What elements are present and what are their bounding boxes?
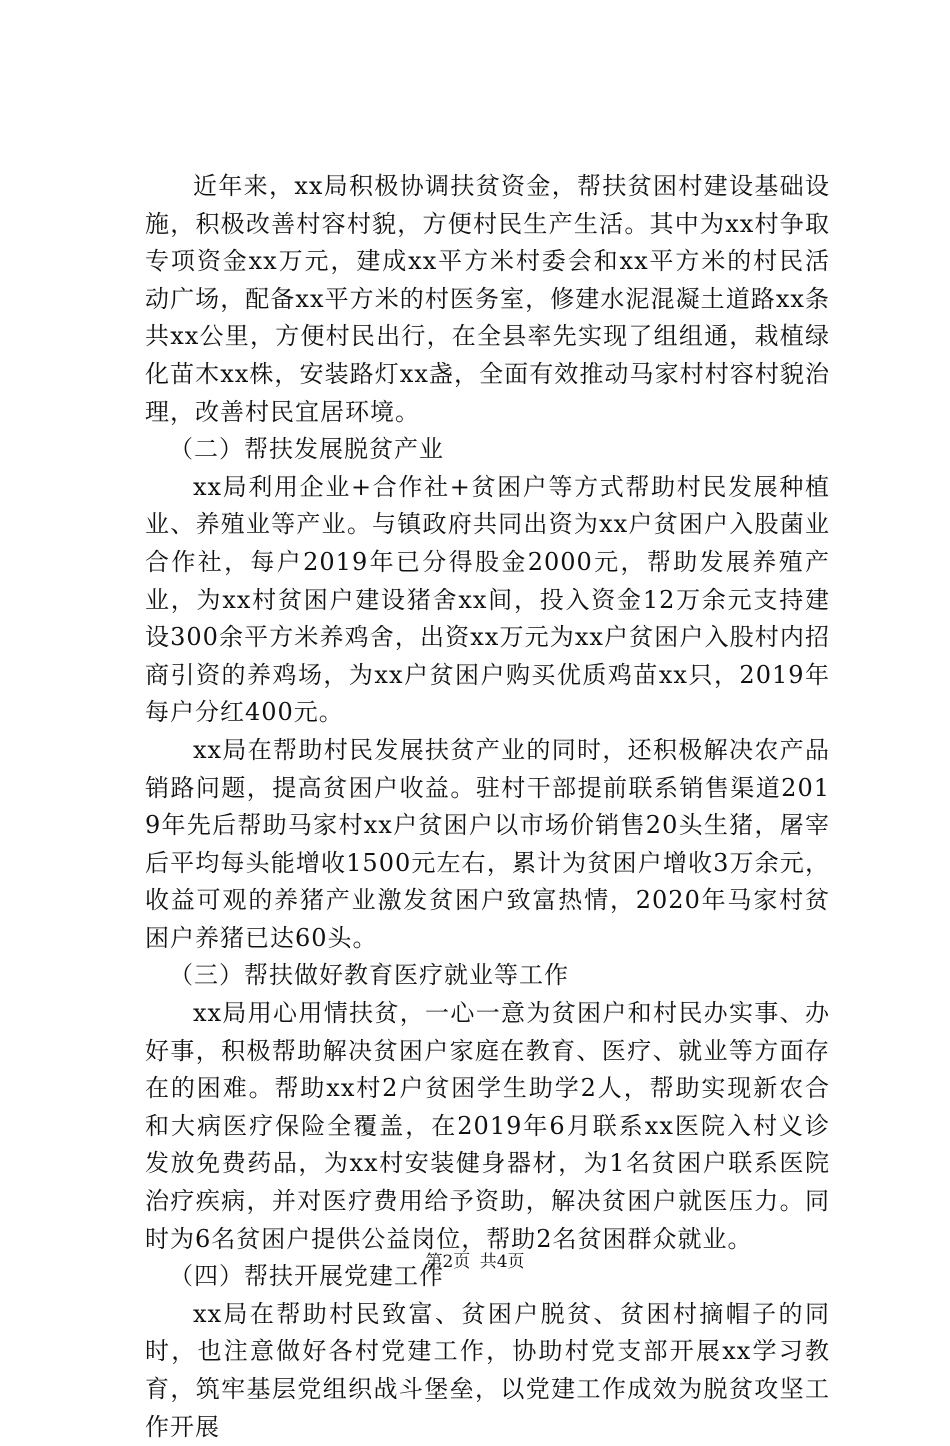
section-heading-industry: （二）帮扶发展脱贫产业 bbox=[169, 435, 444, 464]
page-total: 共4页 bbox=[479, 1252, 525, 1272]
paragraph-infrastructure: 近年来，xx局积极协调扶贫资金，帮扶贫困村建设基础设施，积极改善村容村貌，方便村民生产生活。其中为xx村争取专项资金xx万元，建成xx平方米村委会和xx平方米的村民活动广场，配备xx平方米的村医务室，修建水泥混凝土道路xx条共xx公里，方便村民出行，在全县率先实现了组组通，栽植绿化苗木xx株，安装路灯xx盏，全面有效推动马家村村容村貌治理，改善村民宜居环境。 bbox=[145, 172, 830, 426]
paragraph-sales-channels: xx局在帮助村民发展扶贫产业的同时，还积极解决农产品销路问题，提高贫困户收益。驻村干部提前联系销售渠道2019年先后帮助马家村xx户贫困户以市场价销售20头生猪，屠宰后平均每头能增收1500元左右，累计为贫困户增收3万余元，收益可观的养猪产业激发贫困户致富热情，2020年马家村贫困户养猪已达60头。 bbox=[145, 735, 830, 952]
page-number: 第2页 bbox=[425, 1252, 471, 1272]
page-footer bbox=[0, 1250, 950, 1274]
paragraph-industry-support: xx局利用企业+合作社+贫困户等方式帮助村民发展种植业、养殖业等产业。与镇政府共同出资为xx户贫困户入股菌业合作社，每户2019年已分得股金2000元，帮助发展养殖产业，为xx村贫困户建设猪舍xx间，投入资金12万余元支持建设300余平方米养鸡舍，出资xx万元为xx户贫困户入股村内招商引资的养鸡场，为xx户贫困户购买优质鸡苗xx只，2019年每户分红400元。 bbox=[145, 472, 830, 727]
section-heading-party-building: （四）帮扶开展党建工作 bbox=[169, 1262, 444, 1291]
paragraph-party-building: xx局在帮助村民致富、贫困户脱贫、贫困村摘帽子的同时，也注意做好各村党建工作，协助村党支部开展xx学习教育，筑牢基层党组织战斗堡垒，以党建工作成效为脱贫攻坚工作开展 bbox=[145, 1299, 830, 1441]
paragraph-education-medical: xx局用心用情扶贫，一心一意为贫困户和村民办实事、办好事，积极帮助解决贫困户家庭在教育、医疗、就业等方面存在的困难。帮助xx村2户贫困学生助学2人，帮助实现新农合和大病医疗保险全覆盖，在2019年6月联系xx医院入村义诊发放免费药品，为xx村安装健身器材，为1名贫困户联系医院治疗疾病，并对医疗费用给予资助，解决贫困户就医压力。同时为6名贫困户提供公益岗位，帮助2名贫困群众就业。 bbox=[145, 999, 830, 1253]
section-heading-education-medical: （三）帮扶做好教育医疗就业等工作 bbox=[169, 961, 569, 990]
